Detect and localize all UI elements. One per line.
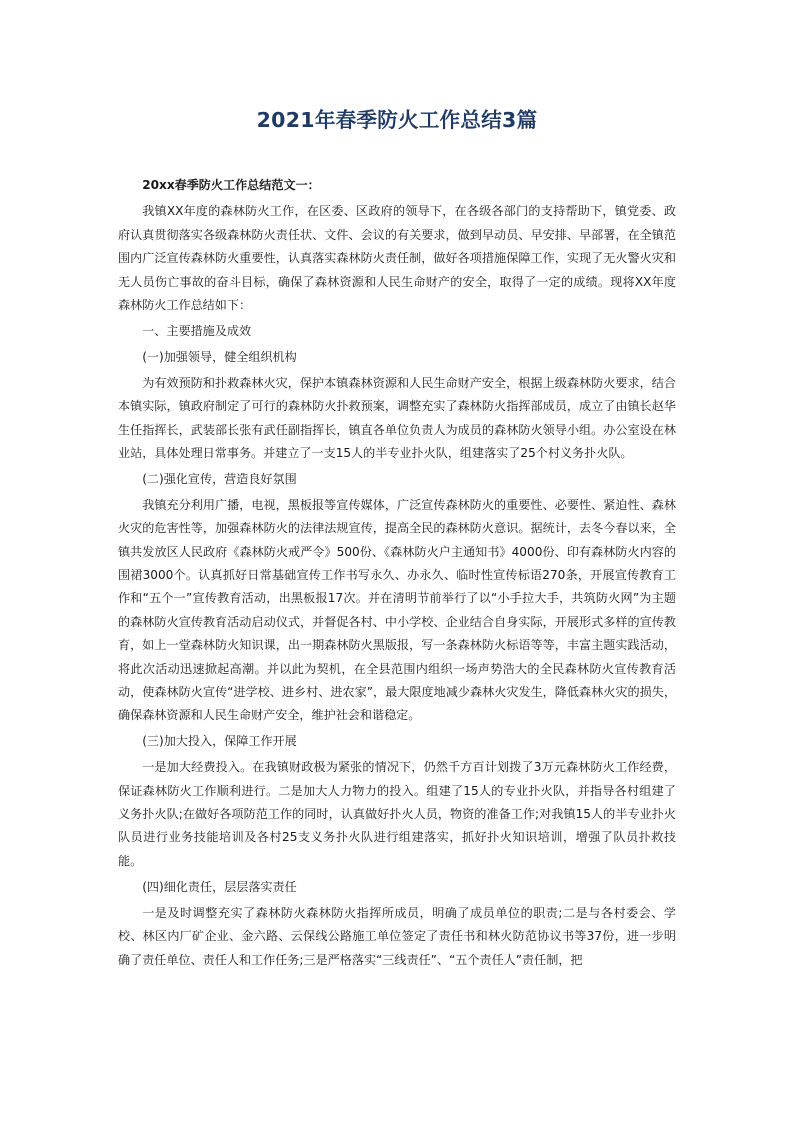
subsection-heading: (四)细化责任，层层落实责任 <box>142 879 297 894</box>
body-paragraph: 为有效预防和扑救森林火灾，保护本镇森林资源和人民生命财产安全，根据上级森林防火要求，结合本镇实际，镇政府制定了可行的森林防火扑救预案，调整充实了森林防火指挥部成员，成立了由镇长赵华生任指挥长，武装部长张有武任副指挥长，镇直各单位负责人为成员的森林防火领导小组。办公室设在林业站，具体处理日常事务。并建立了一支15人的半专业扑火队，组建落实了25个村义务扑火队。 <box>118 375 676 460</box>
body-paragraph: 我镇充分利用广播，电视，黑板报等宣传媒体，广泛宣传森林防火的重要性、必要性、紧迫性、森林火灾的危害性等，加强森林防火的法律法规宣传，提高全民的森林防火意识。据统计，去冬今春以来，全镇共发放区人民政府《森林防火戒严令》500份、《森林防火户主通知书》4000份、印有森林防火内容的围裙3000个。认真抓好日常基础宣传工作书写永久、办永久、临时性宣传标语270条，开展宣传教育工作和“五个一”宣传教育活动，出黑板报17次。并在清明节前举行了以“小手拉大手，共筑防火网”为主题的森林防火宣传教育活动启动仪式，并督促各村、中小学校、企业结合自身实际，开展形式多样的宣传教育，如上一堂森林防火知识课，出一期森林防火黑版报，写一条森林防火标语等等，丰富主题实践活动，将此次活动迅速掀起高潮。并以此为契机，在全县范围内组织一场声势浩大的全民森林防火宣传教育活动，使森林防火宣传“进学校、进乡村、进农家”，最大限度地减少森林火灾发生，降低森林火灾的损失，确保森林资源和人民生命财产安全，维护社会和谐稳定。 <box>118 497 676 723</box>
subsection-heading: (一)加强领导，健全组织机构 <box>142 349 297 364</box>
subsection-heading: (三)加大投入，保障工作开展 <box>142 734 297 749</box>
document-title: 2021年春季防火工作总结3篇 <box>256 108 538 132</box>
body-paragraph: 一是加大经费投入。在我镇财政极为紧张的情况下，仍然千方百计划拨了3万元森林防火工作经费，保证森林防火工作顺利进行。二是加大人力物力的投入。组建了15人的专业扑火队，并指导各村组建了义务扑火队;在做好各项防范工作的同时，认真做好扑火人员，物资的准备工作;对我镇15人的半专业扑火队员进行业务技能培训及各村25支义务扑火队进行组建落实，抓好扑火知识培训，增强了队员扑救技能。 <box>118 760 676 868</box>
body-paragraph: 一是及时调整充实了森林防火森林防火指挥所成员，明确了成员单位的职责;二是与各村委会、学校、林区内厂矿企业、金六路、云保线公路施工单位签定了责任书和林火防范协议书等37份，进一步明确了责任单位、责任人和工作任务;三是严格落实“三线责任”、“五个责任人”责任制，把 <box>118 905 676 967</box>
section-subtitle: 20xx春季防火工作总结范文一： <box>142 178 320 192</box>
subsection-heading: (二)强化宣传，营造良好氛围 <box>142 471 297 486</box>
intro-paragraph: 我镇XX年度的森林防火工作，在区委、区政府的领导下，在各级各部门的支持帮助下，镇党委、政府认真贯彻落实各级森林防火责任状、文件、会议的有关要求，做到早动员、早安排、早部署，在全镇范围内广泛宣传森林防火重要性，认真落实森林防火责任制，做好各项措施保障工作，实现了无火警火灾和无人员伤亡事故的奋斗目标，确保了森林资源和人民生命财产的安全，取得了一定的成绩。现将XX年度森林防火工作总结如下： <box>118 204 676 313</box>
document-body <box>118 174 676 974</box>
section-heading: 一、主要措施及成效 <box>142 323 252 338</box>
